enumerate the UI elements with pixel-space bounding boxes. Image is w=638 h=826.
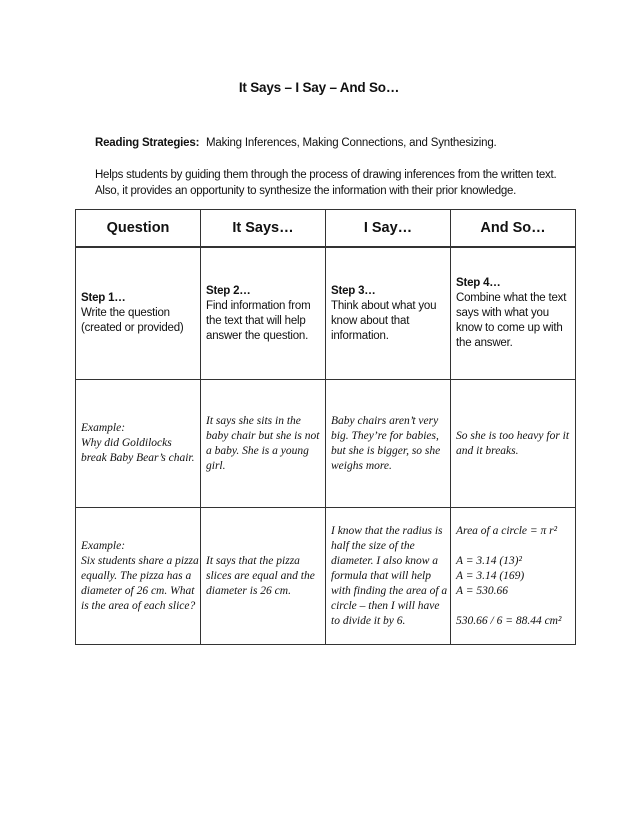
description-line-2: Also, it provides an opportunity to synthesize the information with their prior knowledge. bbox=[95, 185, 517, 197]
example-1-and-so: So she is too heavy for it and it breaks. bbox=[451, 380, 576, 508]
example-2-label: Example: bbox=[81, 539, 126, 552]
description-line-1: Helps students by guiding them through the process of drawing inferences from the written text. bbox=[95, 169, 557, 181]
example-1-question-cell bbox=[76, 380, 201, 508]
example-2-and-so bbox=[451, 508, 576, 645]
example-2-question-cell bbox=[76, 508, 201, 645]
example-1-row bbox=[76, 380, 576, 508]
page-title: It Says – I Say – And So… bbox=[238, 80, 400, 95]
step-3-title: Step 3… bbox=[331, 284, 376, 297]
example-1-question: Why did Goldilocks break Baby Bear’s chair. bbox=[81, 437, 195, 464]
step-2-cell bbox=[201, 247, 326, 380]
equation-line-2: A = 3.14 (13)² bbox=[456, 554, 522, 567]
equation-line-5: 530.66 / 6 = 88.44 cm² bbox=[456, 614, 562, 627]
header-question: Question bbox=[76, 210, 201, 248]
example-1-label: Example: bbox=[81, 422, 126, 434]
step-2-title: Step 2… bbox=[206, 284, 251, 297]
reading-strategies-value: Making Inferences, Making Connections, and Synthesizing. bbox=[206, 137, 497, 149]
strategy-table bbox=[75, 209, 576, 645]
reading-strategies-label: Reading Strategies: bbox=[95, 137, 200, 149]
equation-line-3: A = 3.14 (169) bbox=[456, 569, 525, 582]
description bbox=[95, 167, 565, 199]
step-1-text: Write the question (created or provided) bbox=[81, 307, 184, 334]
header-it-says: It Says… bbox=[201, 210, 326, 248]
step-4-text: Combine what the text says with what you know to come up with the answer. bbox=[456, 292, 567, 349]
example-1-it-says: It says she sits in the baby chair but she is not a baby. She is a young girl. bbox=[201, 380, 326, 508]
step-4-cell bbox=[451, 247, 576, 380]
header-and-so: And So… bbox=[451, 210, 576, 248]
header-i-say: I Say… bbox=[326, 210, 451, 248]
example-1-i-say: Baby chairs aren’t very big. They’re for babies, but she is bigger, so she weighs more. bbox=[326, 380, 451, 508]
step-4-title: Step 4… bbox=[456, 277, 501, 289]
equation-line-4: A = 530.66 bbox=[456, 584, 508, 597]
step-1-title: Step 1… bbox=[81, 292, 126, 304]
header-row bbox=[76, 210, 576, 248]
step-3-text: Think about what you know about that information. bbox=[331, 299, 437, 342]
step-3-cell bbox=[326, 247, 451, 380]
equation-line-1: Area of a circle = π r² bbox=[456, 524, 558, 537]
step-2-text: Find information from the text that will help answer the question. bbox=[206, 299, 311, 342]
example-2-it-says: It says that the pizza slices are equal and the diameter is 26 cm. bbox=[201, 508, 326, 645]
example-2-i-say: I know that the radius is half the size of the diameter. I also know a formula that will help with finding the area of a circle – then I will have to divide it by 6. bbox=[326, 508, 451, 645]
steps-row bbox=[76, 247, 576, 380]
step-1-cell bbox=[76, 247, 201, 380]
reading-strategies bbox=[95, 137, 497, 149]
example-2-row bbox=[76, 508, 576, 645]
example-2-question: Six students share a pizza equally. The pizza has a diameter of 26 cm. What is the area of each slice? bbox=[81, 554, 199, 612]
